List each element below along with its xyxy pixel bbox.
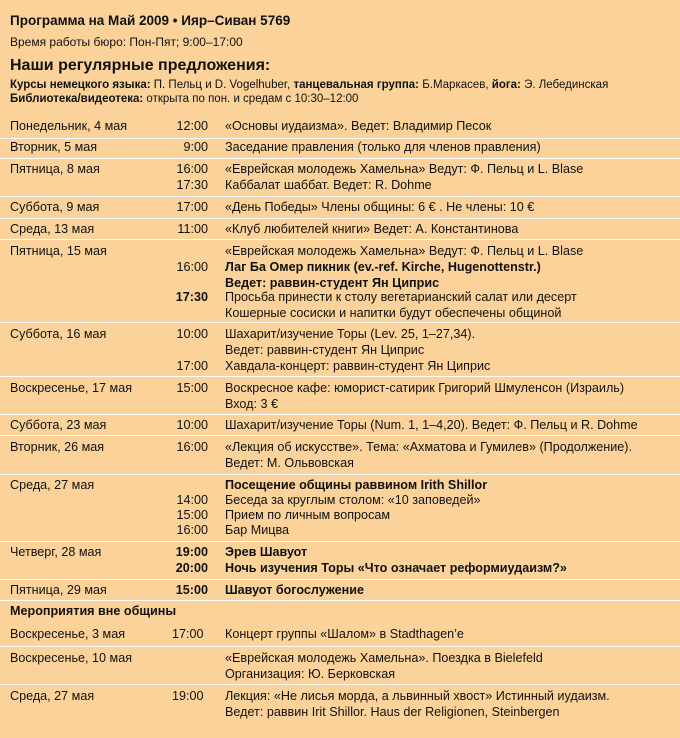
event-description: Шахарит/изучение Торы (Lev. 25, 1–27,34).	[225, 327, 476, 341]
event-day: Пятница, 8 мая	[10, 162, 100, 176]
event-day: Суббота, 9 мая	[10, 200, 100, 214]
row-divider	[0, 435, 680, 436]
event-time: 10:00	[176, 327, 208, 341]
row-divider	[0, 196, 680, 197]
row-divider	[0, 414, 680, 415]
event-time: 10:00	[176, 418, 208, 432]
event-description: Шавуот богослужение	[225, 583, 365, 597]
dance-group-label: танцевальная группа:	[293, 79, 420, 91]
event-description: Просьба принести к столу вегетарианский салат или десерт	[225, 290, 577, 304]
event-description: Заседание правления (только для членов правления)	[225, 140, 541, 154]
event-description: Хавдала-концерт: раввин-студент Ян Циприс	[225, 359, 491, 373]
event-time: 16:00	[176, 440, 208, 454]
external-events-title: Мероприятия вне общины	[10, 604, 177, 618]
row-divider	[0, 474, 680, 475]
event-time: 17:30	[176, 178, 208, 192]
row-divider	[0, 322, 680, 323]
row-divider	[0, 684, 680, 685]
event-description: Шахарит/изучение Торы (Num. 1, 1–4,20). Ведет: Ф. Пельц и R. Dohme	[225, 418, 638, 432]
library-value: открыта по пон. и средам с 10:30–12:00	[143, 93, 359, 105]
event-description: Каббалат шаббат. Ведет: R. Dohme	[225, 178, 432, 192]
library-label: Библиотека/видеотека:	[10, 93, 144, 105]
event-time: 16:00	[176, 162, 208, 176]
yoga-value: Э. Лебединская	[520, 79, 609, 91]
event-description: Беседа за круглым столом: «10 заповедей»	[225, 493, 481, 507]
event-description: «Еврейская молодежь Хамельна». Поездка в Bielefeld	[225, 651, 543, 665]
event-time: 17:00	[172, 627, 204, 641]
row-divider	[0, 646, 680, 647]
event-time: 17:00	[176, 200, 208, 214]
event-time: 16:00	[176, 260, 208, 274]
event-description: Посещение общины раввином Irith Shillor	[225, 478, 488, 492]
event-time: 17:30	[175, 290, 208, 304]
event-time: 19:00	[175, 545, 208, 559]
event-day: Пятница, 15 мая	[10, 244, 107, 258]
german-course-label: Курсы немецкого языка:	[10, 79, 151, 91]
office-hours: Время работы бюро: Пон-Пят; 9:00–17:00	[10, 35, 243, 49]
event-description: Ведет: раввин Irit Shillor. Haus der Religionen, Steinbergen	[225, 705, 560, 719]
row-divider	[0, 541, 680, 542]
event-time: 15:00	[175, 583, 208, 597]
event-description: «Лекция об искусстве». Тема: «Ахматова и Гумилев» (Продолжение).	[225, 440, 632, 454]
event-description: Ночь изучения Торы «Что означает реформиудаизм?»	[225, 561, 567, 575]
event-time: 9:00	[183, 140, 208, 154]
event-day: Суббота, 23 мая	[10, 418, 107, 432]
event-description: «Клуб любителей книги» Ведет: А. Константинова	[225, 222, 519, 236]
event-description: Ведет: раввин-студент Ян Циприс	[225, 343, 425, 357]
event-time: 11:00	[177, 222, 208, 236]
event-day: Четверг, 28 мая	[10, 545, 102, 559]
event-description: Прием по личным вопросам	[225, 508, 391, 522]
regular-offers-title: Наши регулярные предложения:	[10, 57, 271, 74]
row-divider	[0, 158, 680, 159]
event-description: Ведет: М. Ольвовская	[225, 456, 354, 470]
event-day: Воскресенье, 17 мая	[10, 381, 133, 395]
event-description: Лекция: «Не лисья морда, а львинный хвост» Истинный иудаизм.	[225, 689, 610, 703]
event-description: Лаг Ба Омер пикник (ev.-ref. Kirche, Hugenottenstr.)	[225, 260, 541, 274]
regular-offers-line-1	[10, 79, 608, 91]
row-divider	[0, 239, 680, 240]
event-description: Воскресное кафе: юморист-сатирик Григорий Шмуленсон (Израиль)	[225, 381, 625, 395]
event-day: Вторник, 5 мая	[10, 140, 98, 154]
dance-group-value: Б.Маркасев,	[419, 79, 492, 91]
event-time: 19:00	[172, 689, 204, 703]
event-description: Бар Мицва	[225, 523, 290, 537]
event-description: Кошерные сосиски и напитки будут обеспечены общиной	[225, 306, 562, 320]
event-description: Эрев Шавуот	[225, 545, 308, 559]
event-description: Ведет: раввин-студент Ян Циприс	[225, 276, 440, 290]
event-time: 15:00	[176, 381, 208, 395]
row-divider	[0, 376, 680, 377]
event-time: 20:00	[175, 561, 208, 575]
row-divider	[0, 600, 680, 601]
event-day: Среда, 13 мая	[10, 222, 95, 236]
event-time: 15:00	[176, 508, 208, 522]
event-description: Концерт группы «Шалом» в Stadthagen’e	[225, 627, 464, 641]
program-title: Программа на Май 2009 • Ияр–Сиван 5769	[10, 13, 291, 28]
regular-offers-line-2	[10, 93, 358, 105]
event-day: Среда, 27 мая	[10, 478, 95, 492]
yoga-label: йога:	[491, 79, 521, 91]
event-description: «Еврейская молодежь Хамельна» Ведут: Ф. Пельц и L. Blase	[225, 162, 584, 176]
event-day: Пятница, 29 мая	[10, 583, 107, 597]
event-day: Среда, 27 мая	[10, 689, 95, 703]
event-description: Организация: Ю. Берковская	[225, 667, 396, 681]
event-description: «Еврейская молодежь Хамельна» Ведут: Ф. Пельц и L. Blase	[225, 244, 584, 258]
event-day: Понедельник, 4 мая	[10, 119, 128, 133]
event-description: «Основы иудаизма». Ведет: Владимир Песок	[225, 119, 492, 133]
row-divider	[0, 579, 680, 580]
german-course-value: П. Пельц и D. Vogelhuber,	[150, 79, 294, 91]
event-day: Вторник, 26 мая	[10, 440, 105, 454]
row-divider	[0, 218, 680, 219]
event-day: Воскресенье, 3 мая	[10, 627, 126, 641]
event-time: 12:00	[176, 119, 208, 133]
event-time: 16:00	[176, 523, 208, 537]
event-time: 17:00	[176, 359, 208, 373]
event-day: Суббота, 16 мая	[10, 327, 107, 341]
event-description: Вход: 3 €	[225, 397, 278, 411]
event-description: «День Победы» Члены общины: 6 € . Не члены: 10 €	[225, 200, 535, 214]
event-time: 14:00	[176, 493, 208, 507]
event-day: Воскресенье, 10 мая	[10, 651, 133, 665]
